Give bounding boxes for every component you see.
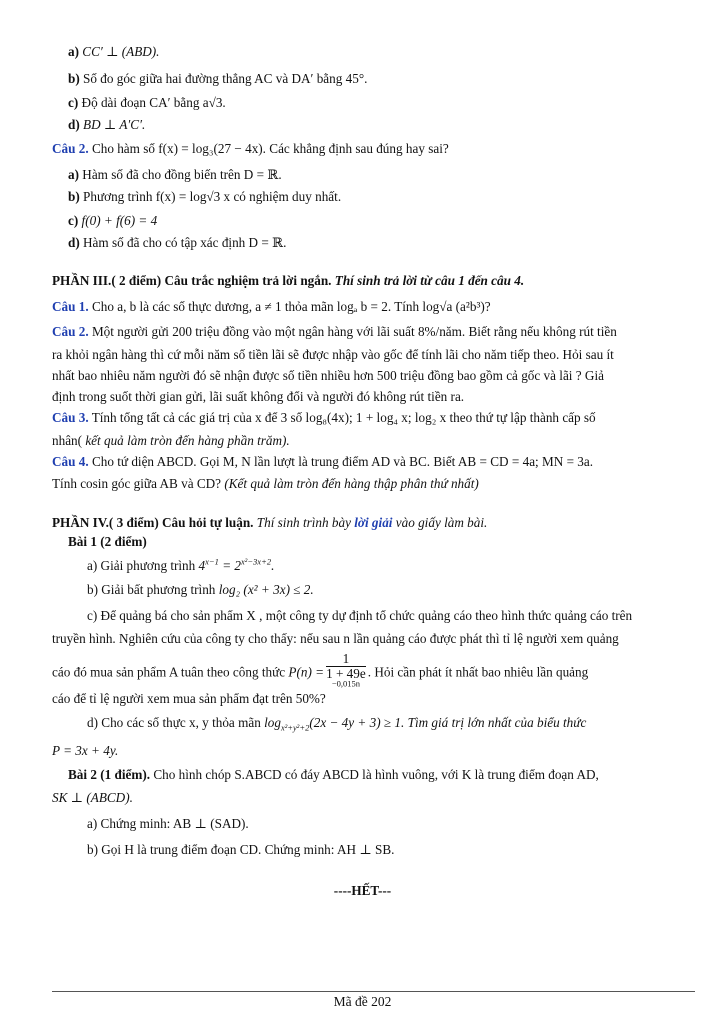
bai-1-part-a: a) Giải phương trình $4^{x-1} = 2^{x^2-3x+2}$.	[87, 556, 275, 573]
part2-question-2: Câu 2. Cho hàm số f(x) = log₃(27 − 4x). Các khẳng định sau đúng hay sai?	[52, 141, 449, 156]
bai-1-part-c-line-3: cáo đó mua sản phẩm A tuân theo công thức P(n) = 1 1 + 49e $^{-0,015n}$ . Hỏi cần phát ít nhất bao nhiêu lần quảng	[52, 652, 695, 695]
q1-option-b: b) Số đo góc giữa hai đường thẳng AC và DA′ bằng 45°.	[68, 71, 368, 86]
q2-option-b: b) Phương trình f(x) = log√3 x có nghiệm duy nhất.	[68, 189, 342, 204]
bai-1-part-d-line-2: P = 3x + 4y.	[52, 743, 119, 758]
bai-1-part-c-line-4: cáo để tỉ lệ người xem mua sản phẩm đạt trên 50%?	[52, 691, 326, 706]
part4-heading: PHẦN IV.( 3 điểm) Câu hỏi tự luận. Thí sinh trình bày lời giải vào giấy làm bài.	[52, 515, 488, 530]
bai-1-title: Bài 1 (2 điểm)	[68, 534, 147, 549]
part3-question-2-line-4: định trong suốt thời gian gửi, lãi suất không đổi và người đó không rút tiền ra.	[52, 389, 465, 404]
bai-2: Bài 2 (1 điểm). Cho hình chóp S.ABCD có đáy ABCD là hình vuông, với K là trung điểm đoạn AD,	[68, 767, 599, 782]
end-mark: ----HẾT---	[333, 883, 392, 898]
bai-2-line-2: SK ⊥ (ABCD).	[52, 790, 133, 805]
part3-question-4-line-2: Tính cosin góc giữa AB và CD? (Kết quả làm tròn đến hàng thập phân thứ nhất)	[52, 476, 479, 491]
footer-divider	[52, 991, 695, 992]
bai-1-part-c-line-2: truyền hình. Nghiên cứu của công ty cho thấy: nếu sau n lần quảng cáo được phát thì tỉ lệ người xem quảng	[52, 631, 619, 646]
q2-option-a: a) Hàm số đã cho đồng biến trên D = ℝ.	[68, 167, 282, 182]
bai-2-part-a: a) Chứng minh: AB ⊥ (SAD).	[87, 816, 249, 831]
bai-1-part-b: b) Giải bất phương trình log₂ (x² + 3x) ≤ 2.	[87, 582, 314, 597]
bai-1-part-c: c) Để quảng bá cho sản phẩm X , một công ty dự định tổ chức quảng cáo theo hình thức quảng cáo trên	[87, 608, 633, 623]
part3-question-4: Câu 4. Cho tứ diện ABCD. Gọi M, N lần lượt là trung điểm AD và BC. Biết AB = CD = 4a; MN = 3a.	[52, 454, 594, 469]
part3-question-2-line-3: nhất bao nhiêu năm người đó sẽ nhận được số tiền nhiều hơn 500 triệu đồng bao gồm cả gốc và lãi ? Giả	[52, 368, 604, 383]
q1-option-d: d) BD ⊥ A′C′.	[68, 117, 146, 132]
part3-heading: PHẦN III.( 2 điểm) Câu trắc nghiệm trả lời ngắn. Thí sinh trả lời từ câu 1 đến câu 4.	[52, 273, 525, 288]
q2-option-d: d) Hàm số đã cho có tập xác định D = ℝ.	[68, 235, 287, 250]
bai-2-part-b: b) Gọi H là trung điểm đoạn CD. Chứng minh: AH ⊥ SB.	[87, 842, 395, 857]
q1-option-c: c) Độ dài đoạn CA′ bằng a√3.	[68, 95, 226, 110]
part3-question-1: Câu 1. Cho a, b là các số thực dương, a ≠ 1 thỏa mãn logₐ b = 2. Tính log√a (a²b³)?	[52, 299, 491, 314]
q2-option-c: c) f(0) + f(6) = 4	[68, 213, 158, 228]
q1-option-a: a) CC′ ⊥ (ABD).	[68, 44, 160, 59]
part3-question-3-line-2: nhân( kết quả làm tròn đến hàng phần trăm).	[52, 433, 290, 448]
probability-fraction: 1 1 + 49e $^{-0,015n}$	[326, 651, 366, 689]
part3-question-2-line-2: ra khỏi ngân hàng thì cứ mỗi năm số tiền lãi sẽ được nhập vào gốc để tính lãi cho năm tiếp theo. Hỏi sau ít	[52, 347, 614, 362]
part3-question-3: Câu 3. Tính tổng tất cả các giá trị của x để 3 số log₈(4x); 1 + log₄ x; log₂ x theo thứ tự lập thành cấp số	[52, 410, 596, 425]
exam-code-footer: Mã đề 202	[333, 994, 392, 1009]
part3-question-2: Câu 2. Một người gửi 200 triệu đồng vào một ngân hàng với lãi suất 8%/năm. Biết rằng nếu không rút tiền	[52, 324, 617, 339]
bai-1-part-d: d) Cho các số thực x, y thỏa mãn $\log_{x^2+y^2+2}(2x - 4y + 3) \ge 1$. Tìm giá trị lớn nhất của biểu thức	[87, 715, 587, 733]
